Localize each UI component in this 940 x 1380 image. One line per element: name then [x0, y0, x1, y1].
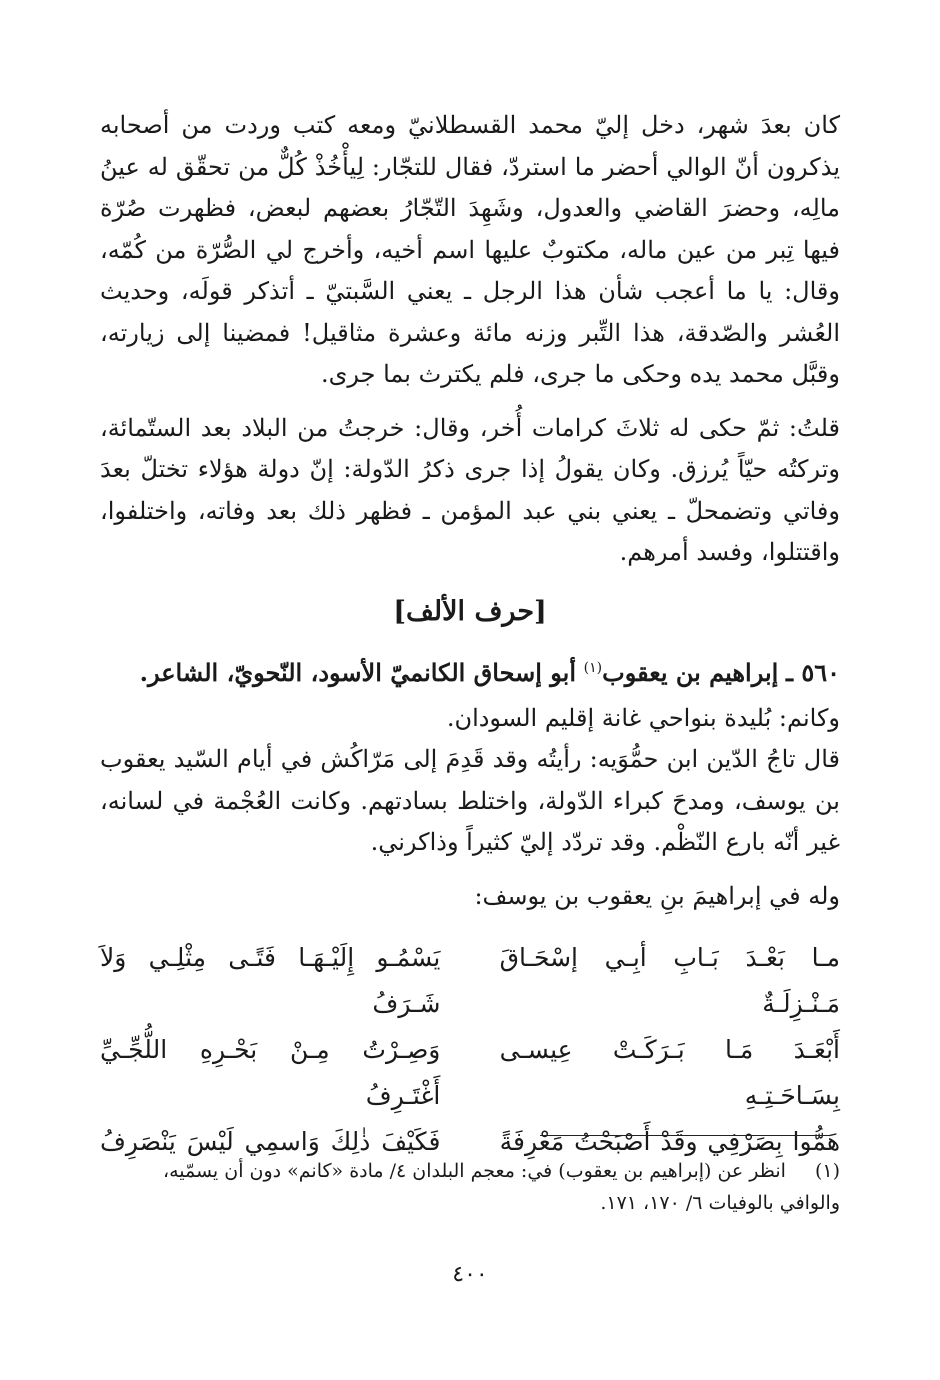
poem	[100, 935, 840, 1165]
poem-verse	[100, 1027, 840, 1119]
verse-first-hemistich: أَبْعَـدَ مَـا بَـرَكَـتْ عِيسـى بِسَـاحَـتِـهِ	[499, 1035, 840, 1110]
verse-second-hemistich: وَصِـرْتُ مِـنْ بَحْـرِهِ اللُّجِّـيِّ أَغْتَـرِفُ	[100, 1035, 441, 1110]
footnote-mark: (١)	[814, 1160, 840, 1182]
body-paragraph-4: قال تاجُ الدّين ابن حمُّوَيه: رأيتُه وقد قَدِمَ إلى مَرّاكُش في أيام السّيد يعقوب بن يوسف، ومدحَ كبراء الدّولة، واختلط بسادتهم. وكانت العُجْمة في لسانه، غير أنّه بارع النّظْم. وقد تردّد إليّ كثيراً وذاكرني.	[100, 745, 840, 856]
verse-second-hemistich: فَكَيْفَ ذٰلِكَ وَاسمِي لَيْسَ يَنْصَرِفُ	[100, 1127, 441, 1156]
entry-name: إبراهيم بن يعقوب	[602, 657, 779, 687]
entry-number: ٥٦٠ ـ	[785, 657, 840, 687]
footnote-reference: (١)	[583, 659, 603, 676]
body-paragraph-3: وكانم: بُليدة بنواحي غانة إقليم السودان.	[446, 703, 840, 732]
section-heading: [حرف الألف]	[393, 595, 547, 627]
footnote	[100, 1155, 840, 1219]
biography-entry-title	[100, 648, 840, 694]
footnote-text: انظر عن (إبراهيم بن يعقوب) في: معجم البلدان ٤/ مادة «كانم» دون أن يسمّيه، والوافي بالوفيات ٦/ ١٧٠، ١٧١.	[162, 1160, 840, 1214]
body-paragraph-1: كان بعدَ شهر، دخل إليّ محمد القسطلانيّ ومعه كتب وردت من أصحابه يذكرون أنّ الوالي أحضر ما استردّ، فقال للتجّار: لِيأْخُذْ كُلٌّ من تحقّق له عينُ مالِه، وحضرَ القاضي والعدول، وشَهِدَ التّجّارُ بعضهم لبعض، فظهرت صُرّة فيها تِبر من عين ماله، مكتوبٌ عليها اسم أخيه، وأخرج لي الصُّرّة من كُمّه، وقال: يا ما أعجب شأن هذا الرجل ـ يعني السَّبتيّ ـ أتذكر قولَه، وحديث العُشر والصّدقة، هذا التِّبر وزنه مائة وعشرة مثاقيل! فمضينا إلى زيارته، وقبَّل محمد يده وحكى ما جرى، فلم يكترث بما جرى.	[100, 111, 840, 388]
verse-first-hemistich: مـا بَعْـدَ بَـابِ أبِـي إسْحَـاقَ مَـنْـزِلَـةٌ	[499, 943, 840, 1018]
body-paragraph-5: وله في إبراهيمَ بنِ يعقوب بن يوسف:	[474, 881, 840, 910]
page-number: ٤٠٠	[452, 1262, 488, 1287]
verse-second-hemistich: يَسْمُـو إِلَيْـهَـا فَتًـى مِثْلِـي وَلاَ شَـرَفُ	[100, 943, 441, 1018]
poem-verse	[100, 935, 840, 1027]
footnote-separator	[540, 1135, 830, 1136]
verse-first-hemistich: هَمُّوا بِصَرْفِي وقَدْ أَصْبَحْتُ مَعْرِفَةً	[499, 1127, 840, 1156]
body-paragraph-2: قلتُ: ثمّ حكى له ثلاثَ كرامات أُخر، وقال: خرجتُ من البلاد بعد الستّمائة، وتركتُه حيّاً يُرزق. وكان يقولُ إذا جرى ذكرُ الدّولة: إنّ دولة هؤلاء تختلّ بعدَ وفاتي وتضمحلّ ـ يعني بني عبد المؤمن ـ فظهر ذلك بعد وفاته، واختلفوا، واقتتلوا، وفسد أمرهم.	[100, 413, 840, 566]
entry-description: أبو إسحاق الكانميّ الأسود، النّحويّ، الشاعر.	[139, 657, 576, 687]
